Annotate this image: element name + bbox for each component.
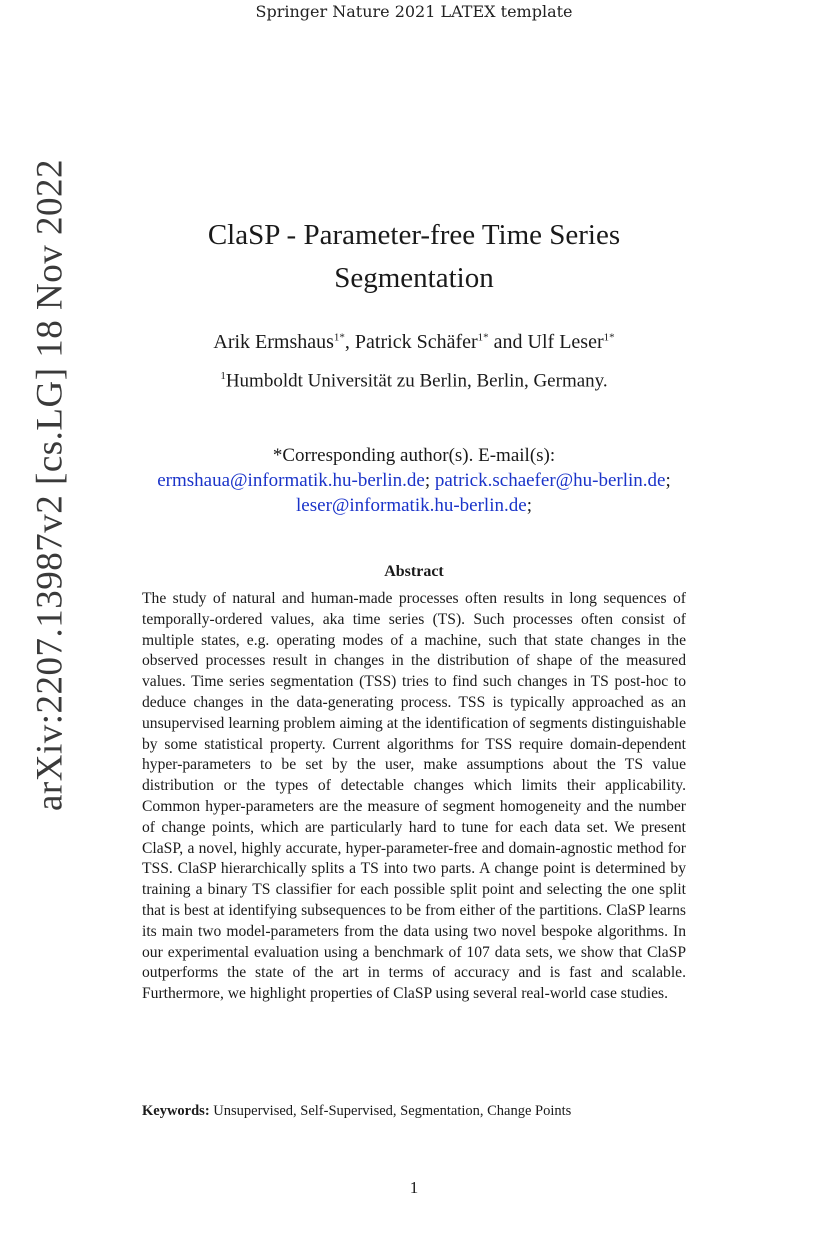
email-link[interactable]: ermshaua@informatik.hu-berlin.de [157, 470, 425, 491]
author-list [0, 331, 828, 354]
affiliation-mark: 1 [220, 370, 226, 382]
email-separator: ; [665, 470, 671, 491]
abstract-heading: Abstract [384, 563, 444, 580]
affiliation [0, 370, 828, 392]
title-line-1: ClaSP - Parameter-free Time Series [207, 219, 621, 251]
keywords-line [142, 1103, 702, 1120]
author-mark: 1* [603, 331, 615, 344]
author-name: Patrick Schäfer [354, 331, 478, 353]
affiliation-text: Humboldt Universität zu Berlin, Berlin, Germany. [225, 370, 608, 392]
author-separator: , [344, 331, 355, 353]
corresponding-block [0, 443, 828, 518]
email-link[interactable]: leser@informatik.hu-berlin.de [296, 495, 527, 516]
paper-title [0, 214, 828, 300]
abstract-body: The study of natural and human-made processes often results in long sequences of temporally-ordered values, aka time series (TS). Such processes often consist of multiple states, e.g. operating modes of a machine, such that state changes in the observed processes result in changes in the distribution of shape of the measured values. Time series segmentation (TSS) tries to find such changes in TS post-hoc to deduce changes in the data-generating process. TSS is typically approached as an unsupervised learning problem aiming at the identification of segments distinguishable by some statistical property. Current algorithms for TSS require domain-dependent hyper-parameters to be set by the user, make assumptions about the TS value distribution or the types of detectable changes which limits their applicability. Common hyper-parameters are the measure of segment homogeneity and the number of change points, which are particularly hard to tune for each data set. We present ClaSP, a novel, highly accurate, hyper-parameter-free and domain-agnostic method for TSS. ClaSP hierarchically splits a TS into two parts. A change point is determined by training a binary TS classifier for each possible split point and selecting the one split that is best at identifying subsequences to be from either of the partitions. ClaSP learns its main two model-parameters from the data using two novel bespoke algorithms. In our experimental evaluation using a benchmark of 107 data sets, we show that ClaSP outperforms the state of the art in terms of accuracy and is fast and scalable. Furthermore, we highlight properties of ClaSP using several real-world case studies. [142, 590, 686, 1003]
author-name: Arik Ermshaus [213, 331, 334, 353]
email-line-2 [0, 493, 828, 518]
corresponding-label: *Corresponding author(s). E-mail(s): [272, 445, 556, 466]
page-number: 1 [409, 1178, 419, 1197]
running-header: Springer Nature 2021 LATEX template [255, 2, 573, 21]
email-separator: ; [526, 495, 532, 516]
title-line-2: Segmentation [334, 262, 494, 294]
author-separator: and [488, 331, 528, 353]
author-mark: 1* [333, 331, 345, 344]
arxiv-stamp: arXiv:2207.13987v2 [cs.LG] 18 Nov 2022 [29, 158, 71, 812]
email-link[interactable]: patrick.schaefer@hu-berlin.de [434, 470, 666, 491]
keywords-label: Keywords: [142, 1103, 210, 1119]
author-mark: 1* [477, 331, 489, 344]
author-name: Ulf Leser [527, 331, 604, 353]
keywords-text: Unsupervised, Self-Supervised, Segmentation, Change Points [213, 1103, 572, 1119]
email-line-1 [0, 468, 828, 493]
email-separator: ; [424, 470, 431, 491]
